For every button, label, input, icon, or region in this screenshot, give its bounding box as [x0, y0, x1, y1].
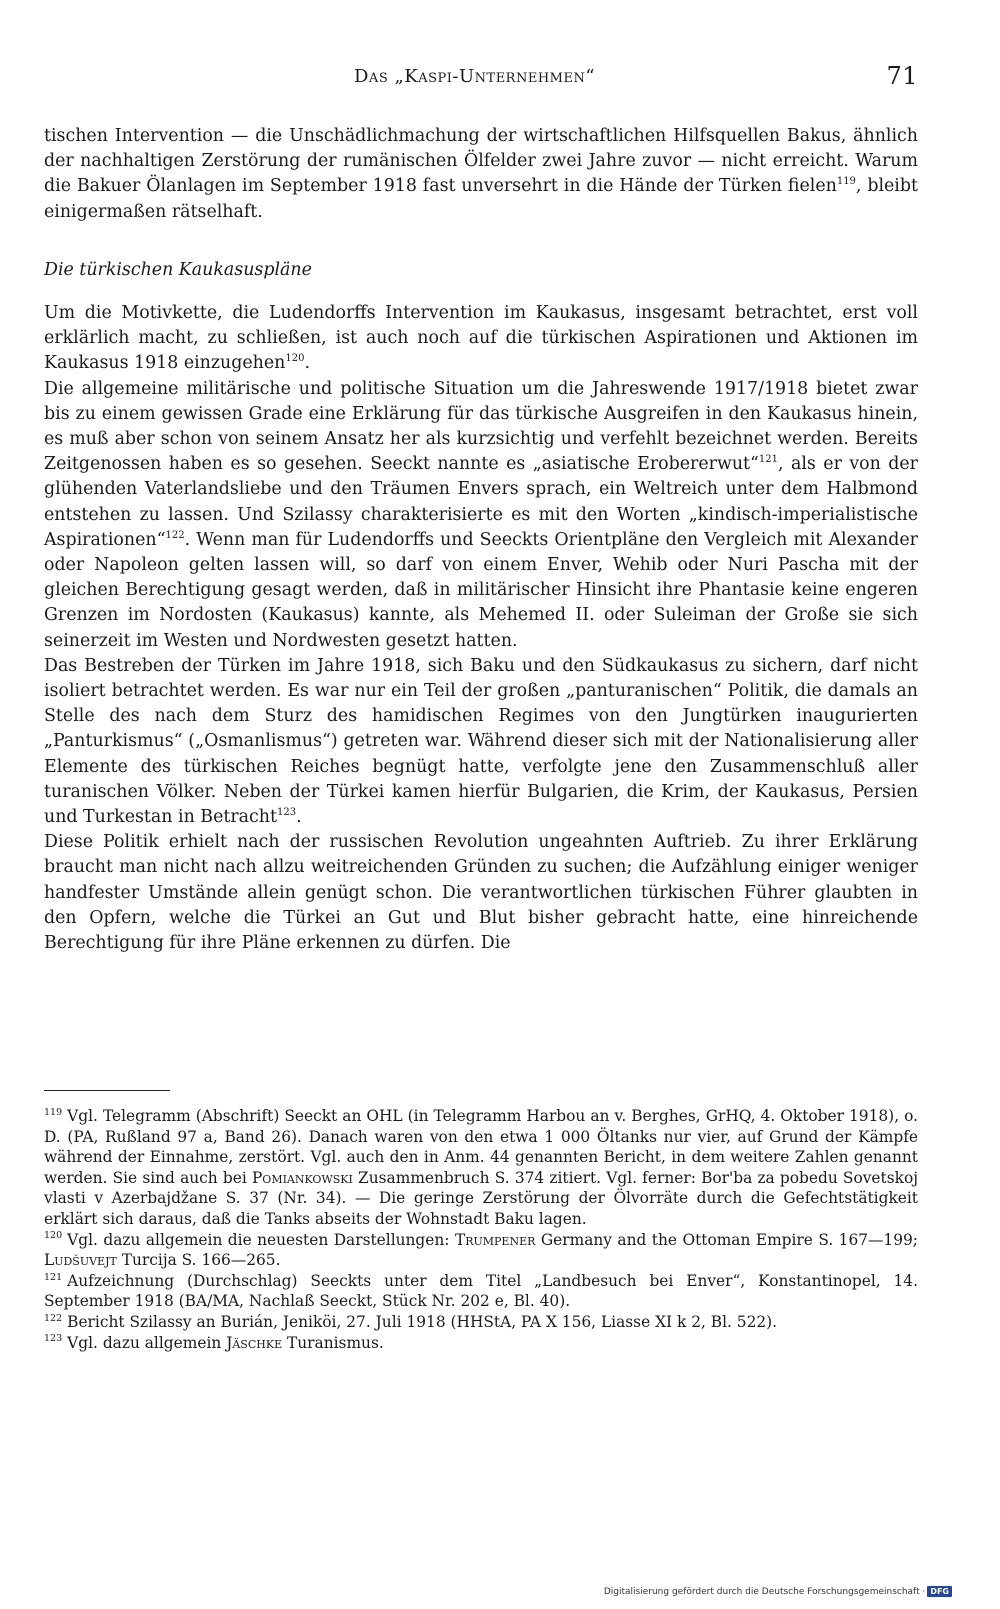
paragraph-4: Diese Politik erhielt nach der russischen Revolution ungeahnten Auftrieb. Zu ihrer Erklärung braucht man nicht nach allzu weitreichenden Gründen zu suchen; die Aufzählung einiger weniger handfester Umstände allein genügt schon. Die verantwortlichen türkischen Führer glaubten in den Opfern, welche die Türkei an Gut und Blut bisher gebracht hatte, eine hinreichende Berechtigung für ihre Pläne erkennen zu dürfen. Die: [44, 832, 918, 954]
footnote-119: $^{119}$ Vgl. Telegramm (Abschrift) Seeckt an OHL (in Telegramm Harbou an v. Berghes, GrHQ, 4. Oktober 1918), o. D. (PA, Rußland 97 a, Band 26). Danach waren von den etwa 1 000 Öltanks nur vier, auf Grund der Kämpfe während der Einnahme, zerstört. Vgl. auch den in Anm. 44 genannten Bericht, in dem weitere Zahlen genannt werden. Sie sind auch bei Pomiankowski Zusammenbruch S. 374 zitiert. Vgl. ferner: Bor'ba za pobedu Sovetskoj vlasti v Azerbajdžane S. 37 (Nr. 34). — Die geringe Zerstörung der Ölvorräte durch die Gefechtstätigkeit erklärt sich daraus, daß die Tanks abseits der Wohnstadt Baku lagen.: [44, 1106, 918, 1228]
main-text: [44, 124, 918, 956]
author-name: Pomiankowski: [251, 1168, 353, 1187]
dfg-logo: DFG: [927, 1586, 952, 1597]
paragraph-1: Um die Motivkette, die Ludendorffs Intervention im Kaukasus, insgesamt betrachtet, erst voll erklärlich macht, zu schließen, ist auch noch auf die türkischen Aspirationen und Aktionen im Kaukasus 1918 einzugehen$^{120}$.: [44, 303, 918, 374]
author-name: Trumpener: [454, 1230, 536, 1249]
intro-paragraph: tischen Intervention — die Unschädlichmachung der wirtschaftlichen Hilfsquellen Bakus, ähnlich der nachhaltigen Zerstörung der rumänischen Ölfelder zwei Jahre zuvor — nicht erreicht. Warum die Bakuer Ölanlagen im September 1918 fast unversehrt in die Hände der Türken fielen$^{119}$, bleibt einigermaßen rätselhaft.: [44, 126, 918, 222]
footnote-120: $^{120}$ Vgl. dazu allgemein die neuesten Darstellungen: Trumpener Germany and the Ottoman Empire S. 167—199; Ludšuvejt Turcija S. 166—265.: [44, 1230, 918, 1270]
footnote-121: $^{121}$ Aufzeichnung (Durchschlag) Seeckts unter dem Titel „Landbesuch bei Enver“, Konstantinopel, 14. September 1918 (BA/MA, Nachlaß Seeckt, Stück Nr. 202 e, Bl. 40).: [44, 1271, 918, 1311]
author-name: Jäschke: [226, 1333, 283, 1352]
digitization-credit: [604, 1586, 952, 1597]
footnote-122: $^{122}$ Bericht Szilassy an Burián, Jeniköi, 27. Juli 1918 (HHStA, PA X 156, Liasse XI k 2, Bl. 522).: [44, 1312, 778, 1331]
footnote-ref: 123: [276, 807, 297, 819]
author-name: Ludšuvejt: [44, 1251, 117, 1270]
footnotes: [44, 1106, 918, 1353]
footnote-ref: 121: [758, 454, 779, 466]
footnote-divider: [44, 1090, 170, 1091]
paragraph-2: Die allgemeine militärische und politische Situation um die Jahreswende 1917/1918 bietet zwar bis zu einem gewissen Grade eine Erklärung für das türkische Ausgreifen in den Kaukasus hinein, es muß aber schon von seinem Ansatz her als kurzsichtig und verfehlt bezeichnet werden. Bereits Zeitgenossen haben es so gesehen. Seeckt nannte es „asiatische Erobererwut“$^{121}$, als er von der glühenden Vaterlandsliebe und den Träumen Envers sprach, ein Weltreich unter dem Halbmond entstehen zu lassen. Und Szilassy charakterisierte es mit den Worten „kindisch-imperialistische Aspirationen“$^{122}$. Wenn man für Ludendorffs und Seeckts Orientpläne den Vergleich mit Alexander oder Napoleon gelten lassen will, so darf von einem Enver, Wehib oder Nuri Pascha mit der gleichen Berechtigung gesagt werden, daß in militärischer Hinsicht ihre Phantasie keine engeren Grenzen im Nordosten (Kaukasus) kannte, als Mehemed II. oder Suleiman der Große sie sich seinerzeit im Westen und Nordwesten gesetzt hatten.: [44, 378, 918, 651]
footnote-ref: 120: [285, 353, 305, 365]
footnote-123: $^{123}$ Vgl. dazu allgemein Jäschke Turanismus.: [44, 1333, 384, 1352]
running-title: Das „Kaspi-Unternehmen“: [354, 66, 596, 87]
footnote-ref: 119: [836, 176, 856, 188]
footnote-ref: 122: [165, 530, 185, 542]
paragraph-3: Das Bestreben der Türken im Jahre 1918, sich Baku und den Südkaukasus zu sichern, darf nicht isoliert betrachtet werden. Es war nur ein Teil der großen „panturanischen“ Politik, die damals an Stelle des nach dem Sturz des hamidischen Regimes von den Jungtürken inaugurierten „Panturkismus“ („Osmanlismus“) getreten war. Während dieser sich mit der Nationalisierung aller Elemente des türkischen Reiches begnügt hatte, verfolgte jene den Zusammenschluß aller turanischen Völker. Neben der Türkei kamen hierfür Bulgarien, die Krim, der Kaukasus, Persien und Turkestan in Betracht$^{123}$.: [44, 655, 918, 828]
section-heading: Die türkischen Kaukasuspläne: [44, 259, 312, 280]
running-header: [44, 62, 918, 92]
page-number: 71: [886, 62, 918, 90]
credit-text: Digitalisierung gefördert durch die Deutsche Forschungsgemeinschaft ·: [603, 1586, 926, 1597]
